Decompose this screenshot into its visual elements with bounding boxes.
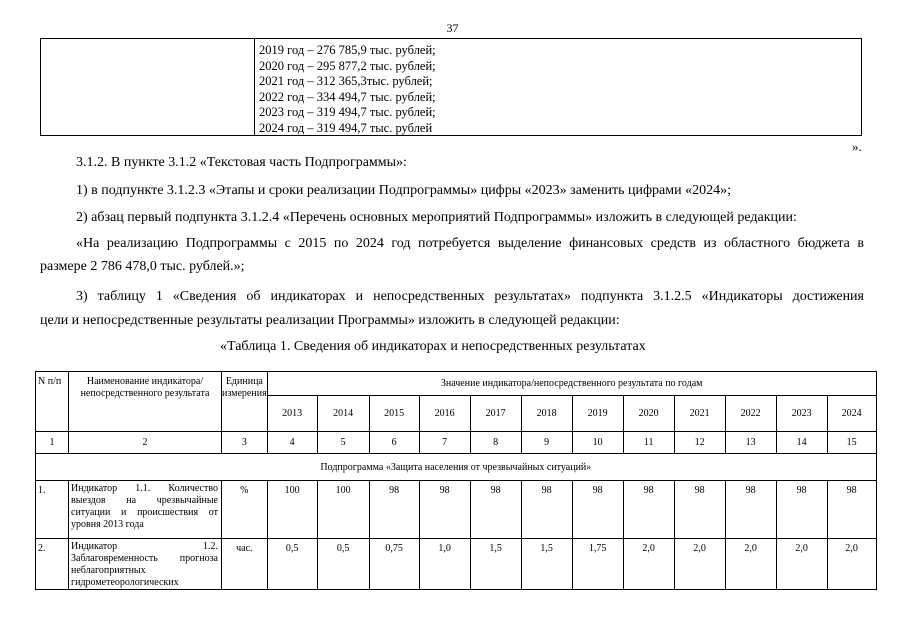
col-number: 7: [419, 432, 470, 454]
col-number: 3: [222, 432, 268, 454]
value-cell: 98: [725, 481, 776, 539]
table-column-divider: [254, 39, 255, 135]
header-name: Наименование индикатора/непосредственного результата: [69, 372, 222, 432]
header-num: N п/п: [36, 372, 69, 432]
value-cell: 1,5: [521, 539, 572, 590]
value-cell: 98: [776, 481, 827, 539]
col-number: 12: [674, 432, 725, 454]
value-cell: 1,5: [470, 539, 521, 590]
indicator-unit: %: [222, 481, 268, 539]
table-caption: «Таблица 1. Сведения об индикаторах и непосредственных результатах: [220, 339, 646, 354]
paragraph-3-1-2: 3.1.2. В пункте 3.1.2 «Текстовая часть Подпрограммы»:: [76, 155, 407, 170]
col-number: 14: [776, 432, 827, 454]
funding-line-2021: 2021 год – 312 365,3тыс. рублей;: [259, 74, 433, 88]
value-cell: 98: [419, 481, 470, 539]
column-number-row: [36, 432, 877, 454]
indicator-name: Индикатор 1.1. Количество выездов на чрезвычайные ситуации и происшествия от уровня 2013 года: [69, 481, 222, 539]
value-cell: 98: [827, 481, 876, 539]
value-cell: 98: [470, 481, 521, 539]
value-cell: 98: [572, 481, 623, 539]
value-cell: 98: [674, 481, 725, 539]
value-cell: 98: [623, 481, 674, 539]
header-year: 2018: [521, 396, 572, 432]
funding-line-2022: 2022 год – 334 494,7 тыс. рублей;: [259, 89, 436, 104]
header-year: 2020: [623, 396, 674, 432]
value-cell: 2,0: [827, 539, 876, 590]
subprogram-row: [36, 454, 877, 481]
value-cell: 2,0: [725, 539, 776, 590]
col-number: 9: [521, 432, 572, 454]
col-number: 2: [69, 432, 222, 454]
subprogram-title: Подпрограмма «Защита населения от чрезвычайных ситуаций»: [36, 454, 877, 481]
header-year: 2024: [827, 396, 876, 432]
value-cell: 1,75: [572, 539, 623, 590]
funding-table-continuation: [40, 38, 862, 136]
paragraph-item-2: 2) абзац первый подпункта 3.1.2.4 «Перечень основных мероприятий Подпрограммы» изложить в следующей редакции:: [76, 210, 797, 225]
indicator-table: [35, 371, 877, 590]
paragraph-quote-line-2: размере 2 786 478,0 тыс. рублей.»;: [40, 259, 245, 274]
col-number: 6: [369, 432, 419, 454]
col-number: 13: [725, 432, 776, 454]
header-year: 2022: [725, 396, 776, 432]
indicator-unit: час.: [222, 539, 268, 590]
funding-line-2023: 2023 год – 319 494,7 тыс. рублей;: [259, 105, 436, 119]
col-number: 4: [267, 432, 317, 454]
value-cell: 2,0: [623, 539, 674, 590]
value-cell: 2,0: [776, 539, 827, 590]
table-header-row-1: [36, 372, 877, 396]
header-values-group: Значение индикатора/непосредственного результата по годам: [267, 372, 876, 396]
indicator-name: Индикатор 1.2. Заблаговременность прогноза неблагоприятных гидрометеорологических: [69, 539, 222, 590]
paragraph-item-3-line-2: цели и непосредственные результаты реализации Программы» изложить в следующей редакции:: [40, 313, 620, 328]
value-cell: 98: [521, 481, 572, 539]
closing-quote-mark: ».: [852, 139, 862, 154]
col-number: 5: [317, 432, 369, 454]
funding-line-2019: 2019 год – 276 785,9 тыс. рублей;: [259, 43, 436, 57]
table-row: [36, 539, 877, 590]
header-year: 2013: [267, 396, 317, 432]
row-num: 2.: [36, 539, 69, 590]
value-cell: 100: [267, 481, 317, 539]
header-year: 2023: [776, 396, 827, 432]
funding-line-2024: 2024 год – 319 494,7 тыс. рублей: [259, 120, 433, 135]
table-row: [36, 481, 877, 539]
row-num: 1.: [36, 481, 69, 539]
col-number: 8: [470, 432, 521, 454]
header-year: 2016: [419, 396, 470, 432]
value-cell: 98: [369, 481, 419, 539]
header-year: 2017: [470, 396, 521, 432]
header-year: 2014: [317, 396, 369, 432]
header-unit: Единица измерения: [222, 372, 268, 432]
col-number: 10: [572, 432, 623, 454]
col-number: 11: [623, 432, 674, 454]
value-cell: 0,5: [317, 539, 369, 590]
header-year: 2021: [674, 396, 725, 432]
paragraph-item-1: 1) в подпункте 3.1.2.3 «Этапы и сроки реализации Подпрограммы» цифры «2023» заменить цифрами «2024»;: [76, 183, 731, 198]
paragraph-item-3-line-1: 3) таблицу 1 «Сведения об индикаторах и непосредственных результатах» подпункта 3.1.2.5 «Индикаторы достижения: [76, 289, 864, 304]
value-cell: 1,0: [419, 539, 470, 590]
page-number: 37: [446, 21, 459, 35]
header-year: 2015: [369, 396, 419, 432]
value-cell: 0,5: [267, 539, 317, 590]
value-cell: 2,0: [674, 539, 725, 590]
value-cell: 0,75: [369, 539, 419, 590]
paragraph-quote-line-1: «На реализацию Подпрограммы с 2015 по 2024 год потребуется выделение финансовых средств из областного бюджета в: [76, 236, 864, 251]
col-number: 15: [827, 432, 876, 454]
header-year: 2019: [572, 396, 623, 432]
col-number: 1: [36, 432, 69, 454]
funding-line-2020: 2020 год – 295 877,2 тыс. рублей;: [259, 58, 436, 73]
value-cell: 100: [317, 481, 369, 539]
funding-lines: [259, 43, 436, 136]
